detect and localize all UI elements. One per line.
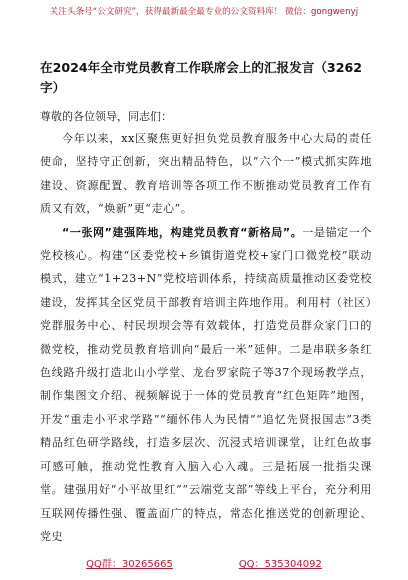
qq-group-label: QQ群： <box>86 559 122 570</box>
document-title: 在2024年全市党员教育工作联席会上的汇报发言（3262字） <box>40 60 362 95</box>
footer-contacts <box>0 558 408 572</box>
qq-personal-label: QQ： <box>238 559 265 570</box>
header-banner: 关注头条号“公文研究”，获得最新最全最专业的公文资料库！ 微信：gongwenyj <box>49 7 359 17</box>
section-1-paragraph <box>40 221 372 549</box>
qq-personal-number: 535304092 <box>264 559 322 570</box>
salutation: 尊敬的各位领导，同志们： <box>40 110 172 123</box>
intro-paragraph: 今年以来，xx区聚焦更好担负党员教育服务中心大局的责任使命，坚持守正创新，突出精品特色，以“六个一”模式抓实阵地建设、资源配置、教育培训等各项工作不断推动党员教育工作有质又有效，“焕新”更“走心”。 <box>40 132 372 216</box>
section-1-body: 一是锚定一个党校核心。构建“区委党校+乡镇街道党校+家门口微党校”联动模式，建立“1+23+N”党校培训体系，持续高质量推动区委党校建设，发挥其全区党员干部教育培训主阵地作用。利用村（社区）党群服务中心、村民坝坝会等有效载体，打造党员群众家门口的微党校，推动党员教育培训向“最后一米”延伸。二是串联多条红色线路升级打造北山小学堂、龙台罗家院子等37个现场教学点，制作集图文介绍、视频解说于一体的党员教育“红色矩阵”地图，开发“重走小平求学路”“缅怀伟人为民情”“追忆先贤报国志”3类精品红色研学路线，打造多层次、沉浸式培训课堂，让红色故事可感可触，推动党性教育入脑入心入魂。三是拓展一批指尖课堂。建强用好“小平故里红”“云端党支部”等线上平台，充分利用互联网传播性强、覆盖面广的特点，常态化推送党的创新理论、党史 <box>40 225 372 543</box>
document-body <box>40 58 372 548</box>
qq-personal-contact[interactable] <box>239 558 322 572</box>
qq-group-number: 30265665 <box>121 559 173 570</box>
qq-group-contact[interactable] <box>86 558 173 572</box>
section-1-heading: “一张网”建强阵地，构建党员教育“新格局”。 <box>62 225 303 239</box>
